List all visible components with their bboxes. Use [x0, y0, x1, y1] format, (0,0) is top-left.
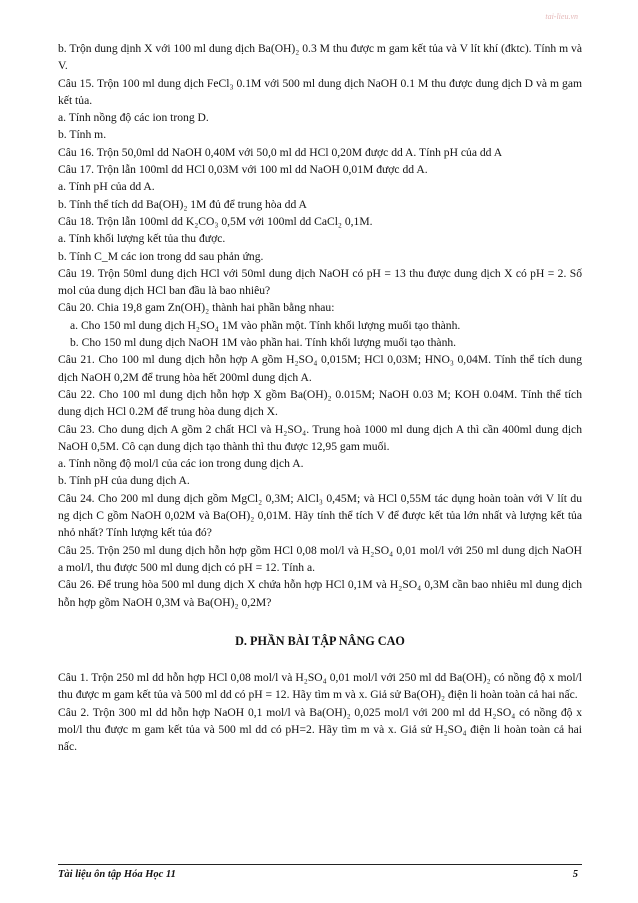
text-line: Câu 15. Trộn 100 ml dung dịch FeCl₃ 0.1M với 500 ml dung dịch NaOH 0.1 M thu được dung dịch D và m gam kết tủa. [58, 76, 582, 107]
section-heading: D. PHẦN BÀI TẬP NÂNG CAO [235, 633, 405, 648]
document-body [58, 40, 582, 756]
text-line: Câu 21. Cho 100 ml dung dịch hỗn hợp A gồm H₂SO₄ 0,015M; HCl 0,03M; HNO₃ 0,04M. Tính thể tích dung dịch NaOH 0,2M để trung hòa hết 200ml dung dịch A. [58, 353, 582, 384]
text-line: Câu 18. Trộn lẫn 100ml dd K₂CO₃ 0,5M với 100ml dd CaCl₂ 0,1M. [58, 214, 373, 228]
text-line: Câu 16. Trộn 50,0ml dd NaOH 0,40M với 50,0 ml dd HCl 0,20M được dd A. Tính pH của dd A [58, 145, 503, 159]
text-line: b. Tính thể tích dd Ba(OH)₂ 1M đủ để trung hòa dd A [58, 197, 307, 211]
text-line: Câu 2. Trộn 300 ml dd hỗn hợp NaOH 0,1 mol/l và Ba(OH)₂ 0,025 mol/l với 200 ml dd H₂SO₄ có nồng độ x mol/l thu được m gam kết tủa và 500 ml dd có pH=2. Hãy tìm m và x. Giả sử H₂SO₄ điện li hoàn toàn cả hai nấc. [58, 705, 582, 754]
text-line: a. Tính nồng độ mol/l của các ion trong dung dịch A. [58, 457, 304, 471]
text-line: Câu 1. Trộn 250 ml dd hỗn hợp HCl 0,08 mol/l và H₂SO₄ 0,01 mol/l với 250 ml dd Ba(OH)₂ có nồng độ x mol/l thu được m gam kết tủa và 500 ml dd có pH = 12. Hãy tìm m và x. Giả sử Ba(OH)₂ điện li hoàn toàn cả hai nấc. [58, 671, 582, 702]
text-line: Câu 20. Chia 19,8 gam Zn(OH)₂ thành hai phần bằng nhau: [58, 301, 335, 315]
text-line: b. Tính m. [58, 128, 107, 142]
footer-divider [58, 864, 582, 865]
text-line: Câu 22. Cho 100 ml dung dịch hỗn hợp X gồm Ba(OH)₂ 0.015M; NaOH 0.03 M; KOH 0.04M. Tính thể tích dung dịch HCl 0.2M để trung hòa dung dịch X. [58, 387, 582, 419]
text-line: b. Tính C_M các ion trong dd sau phản ứng. [58, 249, 264, 263]
text-line: b. Tính pH của dung dịch A. [58, 474, 190, 488]
text-line: Câu 23. Cho dung dịch A gồm 2 chất HCl và H₂SO₄. Trung hoà 1000 ml dung dịch A thì cần 400ml dung dịch NaOH 0,5M. Cô cạn dung dịch tạo thành thì thu được 12,95 gam muối. [58, 422, 582, 453]
sub-item: a. Cho 150 ml dung dịch H₂SO₄ 1M vào phần một. Tính khối lượng muối tạo thành. [70, 318, 461, 332]
text-line: Câu 19. Trộn 50ml dung dịch HCl với 50ml dung dịch NaOH có pH = 13 thu được dung dịch X có pH = 2. Số mol của dung dịch HCl ban đầu là bao nhiêu? [58, 266, 582, 298]
page-number: 5 [572, 869, 578, 880]
text-line: Câu 26. Để trung hòa 500 ml dung dịch X chứa hỗn hợp HCl 0,1M và H₂SO₄ 0,3M cần bao nhiêu ml dung dịch hỗn hợp gồm NaOH 0,3M và Ba(OH)₂ 0,2M? [58, 578, 582, 609]
watermark-text: tai-lieu.vn [545, 12, 578, 21]
text-line: a. Tính pH của dd A. [58, 180, 155, 194]
footer-title: Tài liệu ôn tập Hóa Học 11 [58, 869, 176, 880]
text-line: a. Tính nồng độ các ion trong D. [58, 111, 209, 125]
text-line: b. Trộn dung dịnh X với 100 ml dung dịch Ba(OH)₂ 0.3 M thu được m gam kết tủa và V lít khí (đktc). Tính m và V. [58, 42, 582, 73]
text-line: Câu 17. Trộn lẫn 100ml dd HCl 0,03M với 100 ml dd NaOH 0,01M được dd A. [58, 163, 428, 177]
text-line: Câu 25. Trộn 250 ml dung dịch hỗn hợp gồm HCl 0,08 mol/l và H₂SO₄ 0,01 mol/l với 250 ml dung dịch NaOH a mol/l, thu được 500 ml dung dịch có pH = 12. Tính a. [58, 543, 582, 574]
sub-item: b. Cho 150 ml dung dịch NaOH 1M vào phần hai. Tính khối lượng muối tạo thành. [70, 336, 457, 350]
text-line: a. Tính khối lượng kết tủa thu được. [58, 232, 226, 246]
text-line: Câu 24. Cho 200 ml dung dịch gồm MgCl₂ 0,3M; AlCl₃ 0,45M; và HCl 0,55M tác dụng hoàn toàn với V lít du ng dịch C gồm NaOH 0,02M và Ba(OH)₂ 0,01M. Hãy tính thể tích V để được kết tủa lớn nhất và lượng kết tủa nhỏ nhất? Tính lượng kết tủa đó? [58, 491, 582, 540]
